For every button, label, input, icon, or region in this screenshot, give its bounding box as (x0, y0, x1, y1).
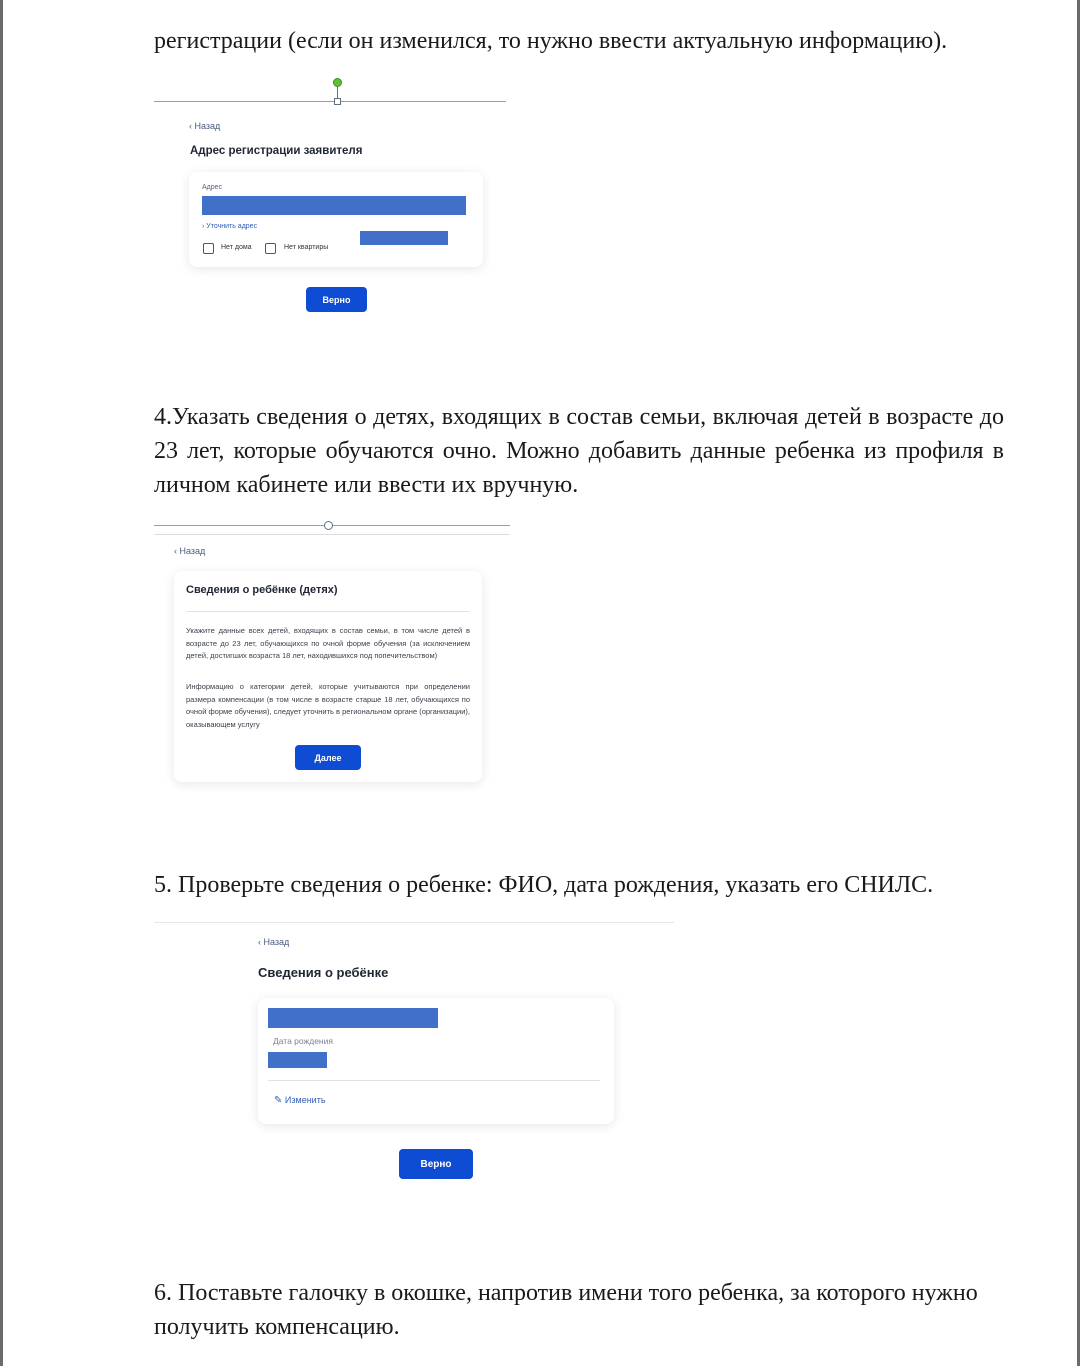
image-frame-line-2 (154, 534, 510, 535)
no-house-checkbox[interactable] (203, 243, 214, 254)
paragraph-step-5: 5. Проверьте сведения о ребенке: ФИО, дата рождения, указать его СНИЛС. (154, 872, 934, 898)
children-category-info: Информацию о категории детей, которые учитываются при определении размера компенсации (в том числе в возрасте старше 18 лет, обучающихся по очной форме обучения), следует уточнить в региональном органе (организации), оказывающем услугу (186, 682, 470, 729)
no-house-label: Нет дома (221, 244, 252, 251)
flat-input-redacted[interactable] (360, 231, 448, 245)
back-link[interactable]: ‹ Назад (258, 937, 290, 947)
image-rotate-handle (331, 78, 343, 106)
child-details-card (258, 998, 614, 1124)
edit-link-label: Изменить (284, 1095, 326, 1105)
paragraph-step-6: 6. Поставьте галочку в окошке, напротив имени того ребенка, за которого нужно получить компенсацию. (154, 1280, 978, 1340)
paragraph-step-4: 4.Указать сведения о детях, входящих в состав семьи, включая детей в возрасте до 23 лет, которые обучаются очно. Можно добавить данные ребенка из профиля в личном кабинете или ввести их вручную. (154, 404, 1004, 498)
back-link[interactable]: ‹ Назад (174, 546, 206, 556)
image-frame-line (154, 922, 674, 923)
children-instructions: Укажите данные всех детей, входящих в состав семьи, в том числе детей в возрасте до 23 лет, обучающихся по очной форме обучения (за исключением детей, достигших возраста 18 лет, находившихся под попечительством) (186, 626, 470, 660)
child-name-redacted (268, 1008, 438, 1028)
children-info-card (174, 571, 482, 782)
confirm-button[interactable]: Верно (306, 287, 367, 312)
no-flat-checkbox[interactable] (265, 243, 276, 254)
image-frame-line (154, 101, 506, 102)
image-anchor-handle (324, 521, 333, 530)
paragraph-top: регистрации (если он изменился, то нужно ввести актуальную информацию). (154, 28, 948, 54)
birth-date-redacted (268, 1052, 327, 1068)
address-input-redacted[interactable] (202, 196, 466, 215)
address-card (189, 172, 483, 267)
card-title: Сведения о ребёнке (детях) (186, 584, 338, 596)
address-label: Адрес (202, 184, 223, 191)
card-divider (186, 611, 470, 612)
edit-link[interactable] (274, 1095, 326, 1106)
no-flat-label: Нет квартиры (284, 244, 329, 251)
birth-date-label: Дата рождения (273, 1036, 333, 1046)
card-divider (268, 1080, 600, 1081)
next-button[interactable]: Далее (295, 745, 361, 770)
refine-address-link[interactable]: › Уточнить адрес (202, 223, 258, 230)
back-link[interactable]: ‹ Назад (189, 121, 221, 131)
screen-title: Сведения о ребёнке (258, 965, 389, 980)
pencil-icon: ✎ (274, 1095, 283, 1106)
screen-title: Адрес регистрации заявителя (190, 145, 363, 157)
page-border-left (0, 0, 3, 1366)
confirm-button[interactable]: Верно (399, 1149, 473, 1179)
